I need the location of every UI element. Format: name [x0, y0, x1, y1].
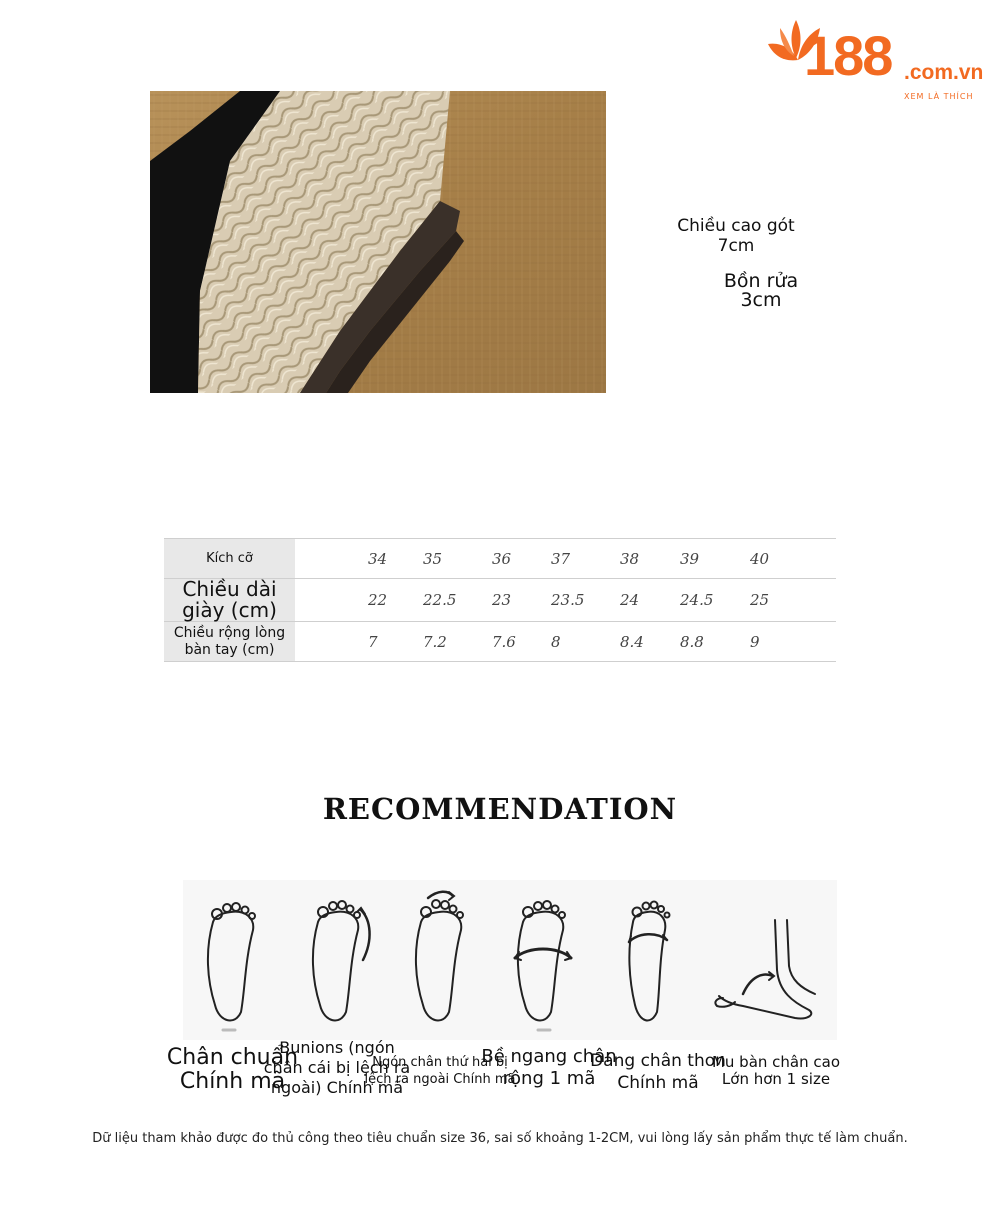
logo-tagline: XEM LÀ THÍCH: [904, 92, 974, 101]
foot-types-illustration: [183, 880, 837, 1040]
width-cell: 8.8: [680, 622, 750, 662]
length-cell: 23: [492, 579, 551, 622]
size-cell: 38: [620, 539, 680, 579]
foot-label-second-toe: Ngón chân thứ hai bị lệch ra ngoài Chính mã: [364, 1055, 516, 1087]
size-cell: 37: [551, 539, 620, 579]
measurement-footnote: Dữ liệu tham khảo được đo thủ công theo tiêu chuẩn size 36, sai số khoảng 1-2CM, vui lòng lấy sản phẩm thực tế làm chuẩn.: [92, 1131, 908, 1146]
width-cell: 7.2: [423, 622, 492, 662]
heel-height-info: [670, 216, 802, 256]
length-row-label: Chiều dài giày (cm): [164, 579, 295, 622]
size-cell: 39: [680, 539, 750, 579]
wash-value: 3cm: [740, 289, 782, 311]
length-cell: 22.5: [423, 579, 492, 622]
width-row-label: Chiều rộng lòng bàn tay (cm): [164, 622, 295, 662]
width-cell: 8.4: [620, 622, 680, 662]
width-cell: 9: [750, 622, 836, 662]
wash-info: [716, 272, 806, 310]
product-heel-photo: [150, 91, 606, 393]
recommendation-title: RECOMMENDATION: [322, 792, 678, 826]
size-cell: 36: [492, 539, 551, 579]
foot-label-slim: Dáng chân thon Chính mã: [590, 1051, 726, 1093]
length-cell: 25: [750, 579, 836, 622]
foot-label-wide: Bề ngang chân rộng 1 mã: [481, 1046, 617, 1089]
size-table: [164, 538, 836, 662]
foot-label-bunion: Bunions (ngón chân cái bị lệch ra ngoài) Chính mã: [263, 1038, 411, 1097]
size-cell: 35: [423, 539, 492, 579]
width-cell: 8: [551, 622, 620, 662]
foot-label-standard: Chân chuẩn Chính mã: [166, 1045, 299, 1094]
length-cell: 23.5: [551, 579, 620, 622]
size-row: [164, 539, 836, 579]
foot-label-high-instep: Mu bàn chân cao Lớn hơn 1 size: [711, 1053, 841, 1088]
logo-number: 188: [804, 24, 892, 87]
length-cell: 22: [368, 579, 423, 622]
heel-height-label: Chiều cao gót: [677, 216, 795, 236]
size-cell: 40: [750, 539, 836, 579]
width-cell: 7: [368, 622, 423, 662]
logo-domain: .com.vn: [904, 61, 984, 84]
wash-label: Bồn rửa: [723, 270, 799, 292]
length-row: [164, 579, 836, 622]
brand-logo[interactable]: [766, 18, 990, 106]
width-cell: 7.6: [492, 622, 551, 662]
heel-height-value: 7cm: [717, 236, 755, 256]
size-cell: 34: [368, 539, 423, 579]
length-cell: 24.5: [680, 579, 750, 622]
size-row-label: Kích cỡ: [164, 539, 295, 579]
width-row: [164, 622, 836, 662]
length-cell: 24: [620, 579, 680, 622]
